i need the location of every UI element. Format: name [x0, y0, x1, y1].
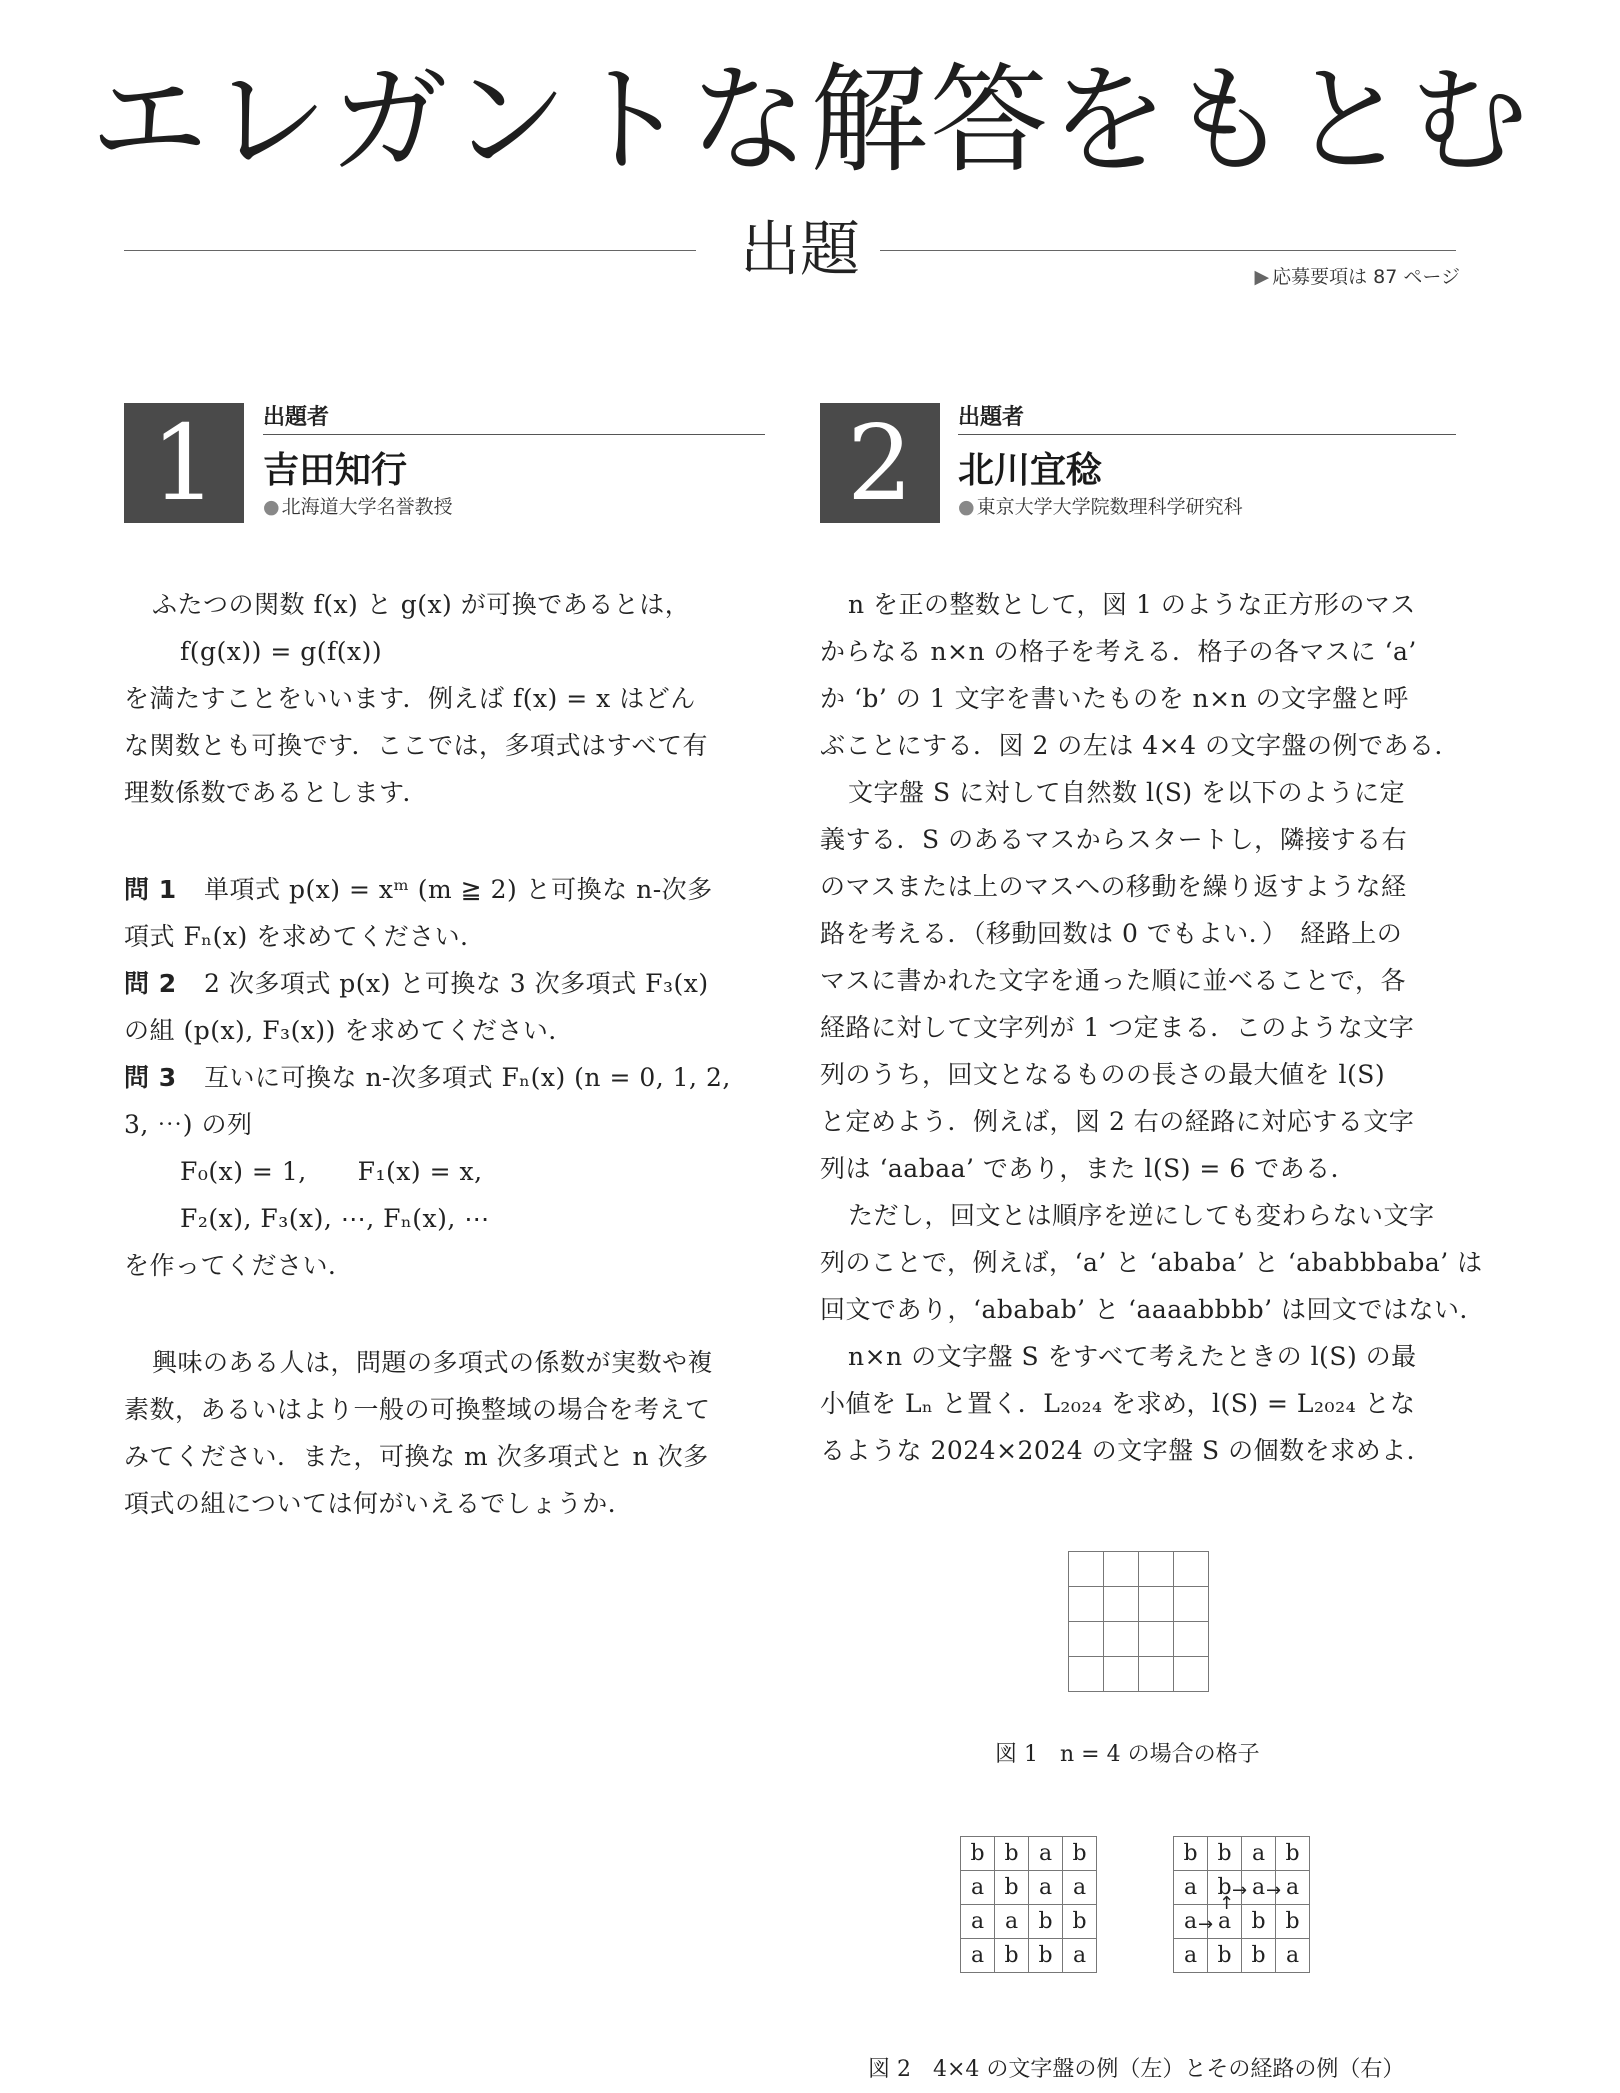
board-cell: a — [1208, 1905, 1242, 1939]
board-cell: b — [1242, 1905, 1276, 1939]
triangle-right-icon: ▶ — [1254, 266, 1270, 288]
page-title: エレガントな解答をもとむ — [89, 51, 1530, 189]
text-line: を満たすことをいいます．例えば f(x) = x はどん — [124, 684, 696, 713]
board-cell: a — [1174, 1871, 1208, 1905]
figure2-board-left — [960, 1836, 1097, 1973]
board-cell: b — [1242, 1939, 1276, 1973]
figure1-caption: 図 1 n = 4 の場合の格子 — [995, 1742, 1260, 1767]
board-cell: b — [995, 1939, 1029, 1973]
arrow-right-icon: → — [1198, 1914, 1214, 1935]
text-line: 義する．S のあるマスからスタートし，隣接する右 — [820, 825, 1408, 854]
board-cell: a — [1063, 1939, 1097, 1973]
author-rule — [958, 434, 1456, 435]
board-cell: b — [1208, 1871, 1242, 1905]
author-affiliation — [263, 492, 453, 519]
text-line: と定めよう．例えば，図 2 右の経路に対応する文字 — [820, 1107, 1415, 1136]
question-label: 問 1 — [124, 875, 177, 904]
text-line: マスに書かれた文字を通った順に並べることで，各 — [820, 966, 1407, 995]
grid-cell — [1139, 1622, 1174, 1657]
grid-cell — [1069, 1552, 1104, 1587]
board-cell: a — [961, 1905, 995, 1939]
text-line: n を正の整数として，図 1 のような正方形のマス — [848, 590, 1416, 619]
grid-cell — [1069, 1622, 1104, 1657]
board-cell: a — [995, 1905, 1029, 1939]
bullet-dot-icon: ● — [263, 496, 280, 518]
grid-cell — [1174, 1552, 1209, 1587]
text-line: 項式の組については何がいえるでしょうか． — [124, 1489, 634, 1518]
grid-cell — [1174, 1587, 1209, 1622]
board-cell: b — [1208, 1939, 1242, 1973]
formula-line: F₂(x), F₃(x), ⋯, Fₙ(x), ⋯ — [180, 1204, 490, 1233]
text-line: か ‘b’ の 1 文字を書いたものを n×n の文字盤と呼 — [820, 684, 1409, 713]
text-line: 3, ⋯) の列 — [124, 1110, 253, 1139]
question-label: 問 3 — [124, 1063, 177, 1092]
grid-cell — [1139, 1657, 1174, 1692]
author-name: 吉田知行 — [263, 450, 408, 491]
question-label: 問 2 — [124, 969, 177, 998]
text-line: 文字盤 S に対して自然数 l(S) を以下のように定 — [848, 778, 1406, 807]
figure1-grid — [1068, 1551, 1209, 1692]
formula-line: f(g(x)) = g(f(x)) — [180, 637, 383, 666]
grid-cell — [1104, 1587, 1139, 1622]
grid-cell — [1139, 1587, 1174, 1622]
board-cell: a — [1029, 1871, 1063, 1905]
text-line: ぶことにする．図 2 の左は 4×4 の文字盤の例である． — [820, 731, 1460, 760]
text-line: 理数係数であるとします． — [124, 778, 429, 807]
figure2-caption: 図 2 4×4 の文字盤の例（左）とその経路の例（右） — [868, 2057, 1405, 2082]
title-rule-right — [880, 250, 1456, 251]
board-cell: b — [961, 1837, 995, 1871]
text-line: みてください．また，可換な m 次多項式と n 次多 — [124, 1442, 709, 1471]
text-line: n×n の文字盤 S をすべて考えたときの l(S) の最 — [848, 1342, 1417, 1371]
author-rule — [263, 434, 765, 435]
board-cell: b — [1063, 1837, 1097, 1871]
grid-cell — [1069, 1587, 1104, 1622]
text-line: 列のうち，回文となるものの長さの最大値を l(S) — [820, 1060, 1386, 1089]
grid-cell — [1174, 1657, 1209, 1692]
author-role-label: 出題者 — [263, 405, 330, 430]
board-cell: a — [1276, 1871, 1310, 1905]
text-line: ただし，回文とは順序を逆にしても変わらない文字 — [848, 1201, 1435, 1230]
text-line: 列は ‘aabaa’ であり，また l(S) = 6 である． — [820, 1154, 1357, 1183]
entry-note-text: 応募要項は 87 ページ — [1272, 266, 1460, 288]
board-cell: b — [1063, 1905, 1097, 1939]
grid-cell — [1069, 1657, 1104, 1692]
arrow-right-icon: → — [1232, 1880, 1248, 1901]
board-cell: a — [1276, 1939, 1310, 1973]
text-line: 列のことで，例えば，‘a’ と ‘ababa’ と ‘ababbbaba’ は — [820, 1248, 1483, 1277]
author-name: 北川宜稔 — [958, 450, 1103, 491]
grid-cell — [1139, 1552, 1174, 1587]
text-line: 互いに可換な n-次多項式 Fₙ(x) (n = 0, 1, 2, — [204, 1063, 731, 1092]
board-cell: a — [1242, 1871, 1276, 1905]
arrow-up-icon: ↑ — [1219, 1893, 1235, 1914]
text-line: からなる n×n の格子を考える．格子の各マスに ‘a’ — [820, 637, 1417, 666]
figure2-board-right — [1173, 1836, 1310, 1973]
arrow-right-icon: → — [1266, 1880, 1282, 1901]
problem-number-box: 1 — [124, 403, 244, 523]
text-line: 興味のある人は，問題の多項式の係数が実数や複 — [152, 1348, 714, 1377]
board-cell: a — [1242, 1837, 1276, 1871]
board-cell: b — [995, 1837, 1029, 1871]
author-role-label: 出題者 — [958, 405, 1025, 430]
board-cell: a — [961, 1939, 995, 1973]
text-line: 素数，あるいはより一般の可換整域の場合を考えて — [124, 1395, 711, 1424]
board-cell: b — [1174, 1837, 1208, 1871]
grid-cell — [1104, 1622, 1139, 1657]
text-line: な関数とも可換です．ここでは，多項式はすべて有 — [124, 731, 709, 760]
formula-line: F₀(x) = 1, F₁(x) = x, — [180, 1157, 483, 1186]
grid-cell — [1174, 1622, 1209, 1657]
bullet-dot-icon: ● — [958, 496, 975, 518]
affiliation-text: 北海道大学名誉教授 — [281, 496, 453, 518]
board-cell: a — [1029, 1837, 1063, 1871]
board-cell: b — [995, 1871, 1029, 1905]
text-line: 項式 Fₙ(x) を求めてください． — [124, 922, 486, 951]
board-cell: a — [1063, 1871, 1097, 1905]
text-line: を作ってください． — [124, 1251, 354, 1280]
text-line: ふたつの関数 f(x) と g(x) が可換であるとは， — [152, 590, 691, 619]
problem-number-box: 2 — [820, 403, 940, 523]
entry-note — [1254, 262, 1460, 289]
board-cell: a — [1174, 1939, 1208, 1973]
text-line: 単項式 p(x) = xᵐ (m ≧ 2) と可換な n-次多 — [204, 875, 713, 904]
section-subtitle: 出題 — [740, 215, 860, 285]
text-line: 2 次多項式 p(x) と可換な 3 次多項式 F₃(x) — [204, 969, 709, 998]
board-cell: a — [1174, 1905, 1208, 1939]
author-affiliation — [958, 492, 1243, 519]
text-line: 経路に対して文字列が 1 つ定まる．このような文字 — [820, 1013, 1415, 1042]
text-line: の組 (p(x), F₃(x)) を求めてください． — [124, 1016, 574, 1045]
text-line: 小値を Lₙ と置く．L₂₀₂₄ を求め，l(S) = L₂₀₂₄ とな — [820, 1389, 1416, 1418]
title-rule-left — [124, 250, 696, 251]
text-line: のマスまたは上のマスへの移動を繰り返すような経 — [820, 872, 1407, 901]
board-cell: b — [1276, 1905, 1310, 1939]
board-cell: a — [961, 1871, 995, 1905]
board-cell: b — [1276, 1837, 1310, 1871]
board-cell: b — [1208, 1837, 1242, 1871]
grid-cell — [1104, 1657, 1139, 1692]
text-line: 路を考える．（移動回数は 0 でもよい．） 経路上の — [820, 919, 1403, 948]
board-cell: b — [1029, 1939, 1063, 1973]
grid-cell — [1104, 1552, 1139, 1587]
text-line: 回文であり，‘ababab’ と ‘aaaabbbb’ は回文ではない． — [820, 1295, 1485, 1324]
text-line: るような 2024×2024 の文字盤 S の個数を求めよ． — [820, 1436, 1433, 1465]
board-cell: b — [1029, 1905, 1063, 1939]
affiliation-text: 東京大学大学院数理科学研究科 — [976, 496, 1243, 518]
